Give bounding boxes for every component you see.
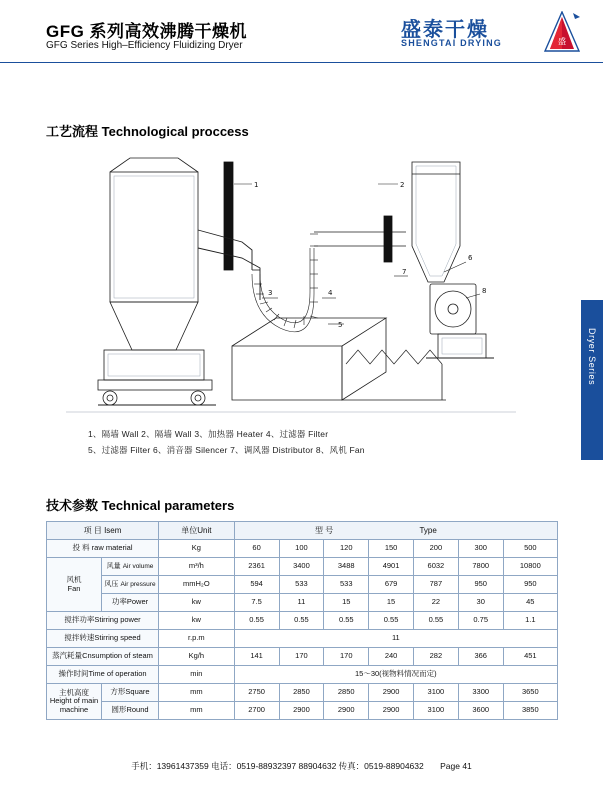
row-unit-stirring-speed: r.p.m (159, 630, 235, 648)
table-row-operation-time (47, 666, 558, 684)
cell: 240 (369, 648, 414, 666)
cell: 0.55 (234, 612, 279, 630)
cell: 170 (324, 648, 369, 666)
cell: 2900 (369, 684, 414, 702)
cell: 0.75 (458, 612, 503, 630)
diagram-callout-4: 4 (328, 289, 333, 297)
diagram-callout-2: 2 (400, 181, 405, 189)
row-group-height: 主机高度 Height of main machine (47, 684, 102, 720)
row-unit-air-pressure: mmH₂O (159, 576, 235, 594)
diagram-callout-3: 3 (268, 289, 273, 297)
row-label-raw-material: 投 料 raw material (47, 540, 159, 558)
process-flow-diagram (46, 150, 558, 430)
row-label-operation-time: 操作时间Time of operation (47, 666, 159, 684)
company-logo (401, 13, 581, 53)
row-label-stirring-speed: 搅拌转速Stirring speed (47, 630, 159, 648)
cell-span: 11 (234, 630, 557, 648)
cell: 10800 (503, 558, 557, 576)
table-header-row (47, 522, 558, 540)
cell: 11 (279, 594, 324, 612)
cell: 950 (458, 576, 503, 594)
diagram-legend-line-2: 5、过滤器 Filter 6、消音器 Silencer 7、调风器 Distributor 8、风机 Fan (88, 445, 365, 455)
table-row-fan-air-pressure (47, 576, 558, 594)
cell: 3488 (324, 558, 369, 576)
cell: 500 (503, 540, 557, 558)
table-row-fan-power (47, 594, 558, 612)
side-tab-dryer-series[interactable] (581, 300, 603, 460)
cell: 3400 (279, 558, 324, 576)
row-unit-operation-time: min (159, 666, 235, 684)
cell: 200 (413, 540, 458, 558)
cell: 120 (324, 540, 369, 558)
cell: 4901 (369, 558, 414, 576)
row-label-stirring-power: 搅拌功率Stirring power (47, 612, 159, 630)
section-title-parameters: 技术参数 Technical parameters (46, 498, 235, 513)
row-unit-stirring-power: kw (159, 612, 235, 630)
row-label-air-pressure: 风压 Air pressure (102, 576, 159, 594)
cell: 533 (279, 576, 324, 594)
row-label-round: 圆形Round (102, 702, 159, 720)
cell: 3600 (458, 702, 503, 720)
cell: 2700 (234, 702, 279, 720)
cell: 2850 (279, 684, 324, 702)
cell: 533 (324, 576, 369, 594)
diagram-callout-7: 7 (402, 268, 407, 276)
logo-text-en: SHENGTAI DRYING (401, 38, 503, 48)
cell: 451 (503, 648, 557, 666)
table-row-height-round (47, 702, 558, 720)
diagram-callout-1: 1 (254, 181, 259, 189)
cell: 0.55 (369, 612, 414, 630)
diagram-legend-line-1: 1、隔墙 Wall 2、隔墙 Wall 3、加热器 Heater 4、过滤器 Filter (88, 429, 329, 439)
row-label-steam: 蒸汽耗量Cnsumption of steam (47, 648, 159, 666)
row-unit-power: kw (159, 594, 235, 612)
footer-contact: 手机：13961437359 电话：0519-88932397 88904632 传真：0519-88904632 (131, 761, 424, 771)
cell: 60 (234, 540, 279, 558)
row-label-square: 方形Square (102, 684, 159, 702)
table-row-stirring-power (47, 612, 558, 630)
table-row-height-square (47, 684, 558, 702)
cell: 2900 (324, 702, 369, 720)
cell: 366 (458, 648, 503, 666)
cell: 15 (369, 594, 414, 612)
header-item-en: Isem (104, 525, 122, 535)
table-row-raw-material (47, 540, 558, 558)
cell: 15 (324, 594, 369, 612)
cell-span: 15～30(视物料情况而定) (234, 666, 557, 684)
cell: 3850 (503, 702, 557, 720)
row-label-power: 功率Power (102, 594, 159, 612)
cell: 3100 (413, 684, 458, 702)
table-row-steam (47, 648, 558, 666)
cell: 594 (234, 576, 279, 594)
cell: 300 (458, 540, 503, 558)
cell: 22 (413, 594, 458, 612)
cell: 679 (369, 576, 414, 594)
section-title-process: 工艺流程 Technological proccess (46, 124, 249, 139)
header-unit-cn: 单位 (181, 525, 198, 535)
cell: 2750 (234, 684, 279, 702)
side-tab-label: Dryer Series (587, 328, 597, 386)
header-unit (159, 522, 235, 540)
cell: 7.5 (234, 594, 279, 612)
diagram-callout-6: 6 (468, 254, 473, 262)
cell: 2361 (234, 558, 279, 576)
diagram-callout-8: 8 (482, 287, 487, 295)
logo-text-cn: 盛泰干燥 (401, 19, 489, 41)
cell: 0.55 (279, 612, 324, 630)
logo-mark-icon (543, 11, 581, 53)
page-header (0, 0, 603, 63)
header-item-cn: 项 目 (83, 525, 102, 535)
row-unit-square: mm (159, 684, 235, 702)
cell: 45 (503, 594, 557, 612)
cell: 0.55 (413, 612, 458, 630)
footer-page-number: Page 41 (440, 761, 472, 771)
header-content (0, 0, 603, 60)
page-title-cn: GFG 系列高效沸腾干燥机 (46, 22, 248, 41)
header-unit-en: Unit (197, 525, 212, 535)
cell: 30 (458, 594, 503, 612)
cell: 3100 (413, 702, 458, 720)
row-unit-air-volume: m³/h (159, 558, 235, 576)
page-title-en: GFG Series High–Efficiency Fluidizing Dryer (46, 40, 243, 51)
row-unit-round: mm (159, 702, 235, 720)
row-label-air-volume: 风量 Air volume (102, 558, 159, 576)
cell: 950 (503, 576, 557, 594)
cell: 2900 (279, 702, 324, 720)
row-unit-raw-material: Kg (159, 540, 235, 558)
cell: 150 (369, 540, 414, 558)
cell: 7800 (458, 558, 503, 576)
page-footer (0, 760, 603, 772)
cell: 6032 (413, 558, 458, 576)
row-unit-steam: Kg/h (159, 648, 235, 666)
cell: 787 (413, 576, 458, 594)
cell: 100 (279, 540, 324, 558)
header-item (47, 522, 159, 540)
row-group-fan: 风机 Fan (47, 558, 102, 612)
cell: 2900 (369, 702, 414, 720)
header-type-cn: 型 号 (234, 522, 413, 540)
table-row-fan-air-volume (47, 558, 558, 576)
cell: 0.55 (324, 612, 369, 630)
table-row-stirring-speed (47, 630, 558, 648)
technical-parameters-table (46, 521, 558, 720)
header-type-en: Type (413, 522, 557, 540)
cell: 282 (413, 648, 458, 666)
cell: 141 (234, 648, 279, 666)
cell: 3300 (458, 684, 503, 702)
cell: 3650 (503, 684, 557, 702)
cell: 170 (279, 648, 324, 666)
diagram-callout-5: 5 (338, 321, 343, 329)
cell: 1.1 (503, 612, 557, 630)
cell: 2850 (324, 684, 369, 702)
svg-text:盛: 盛 (558, 37, 566, 46)
